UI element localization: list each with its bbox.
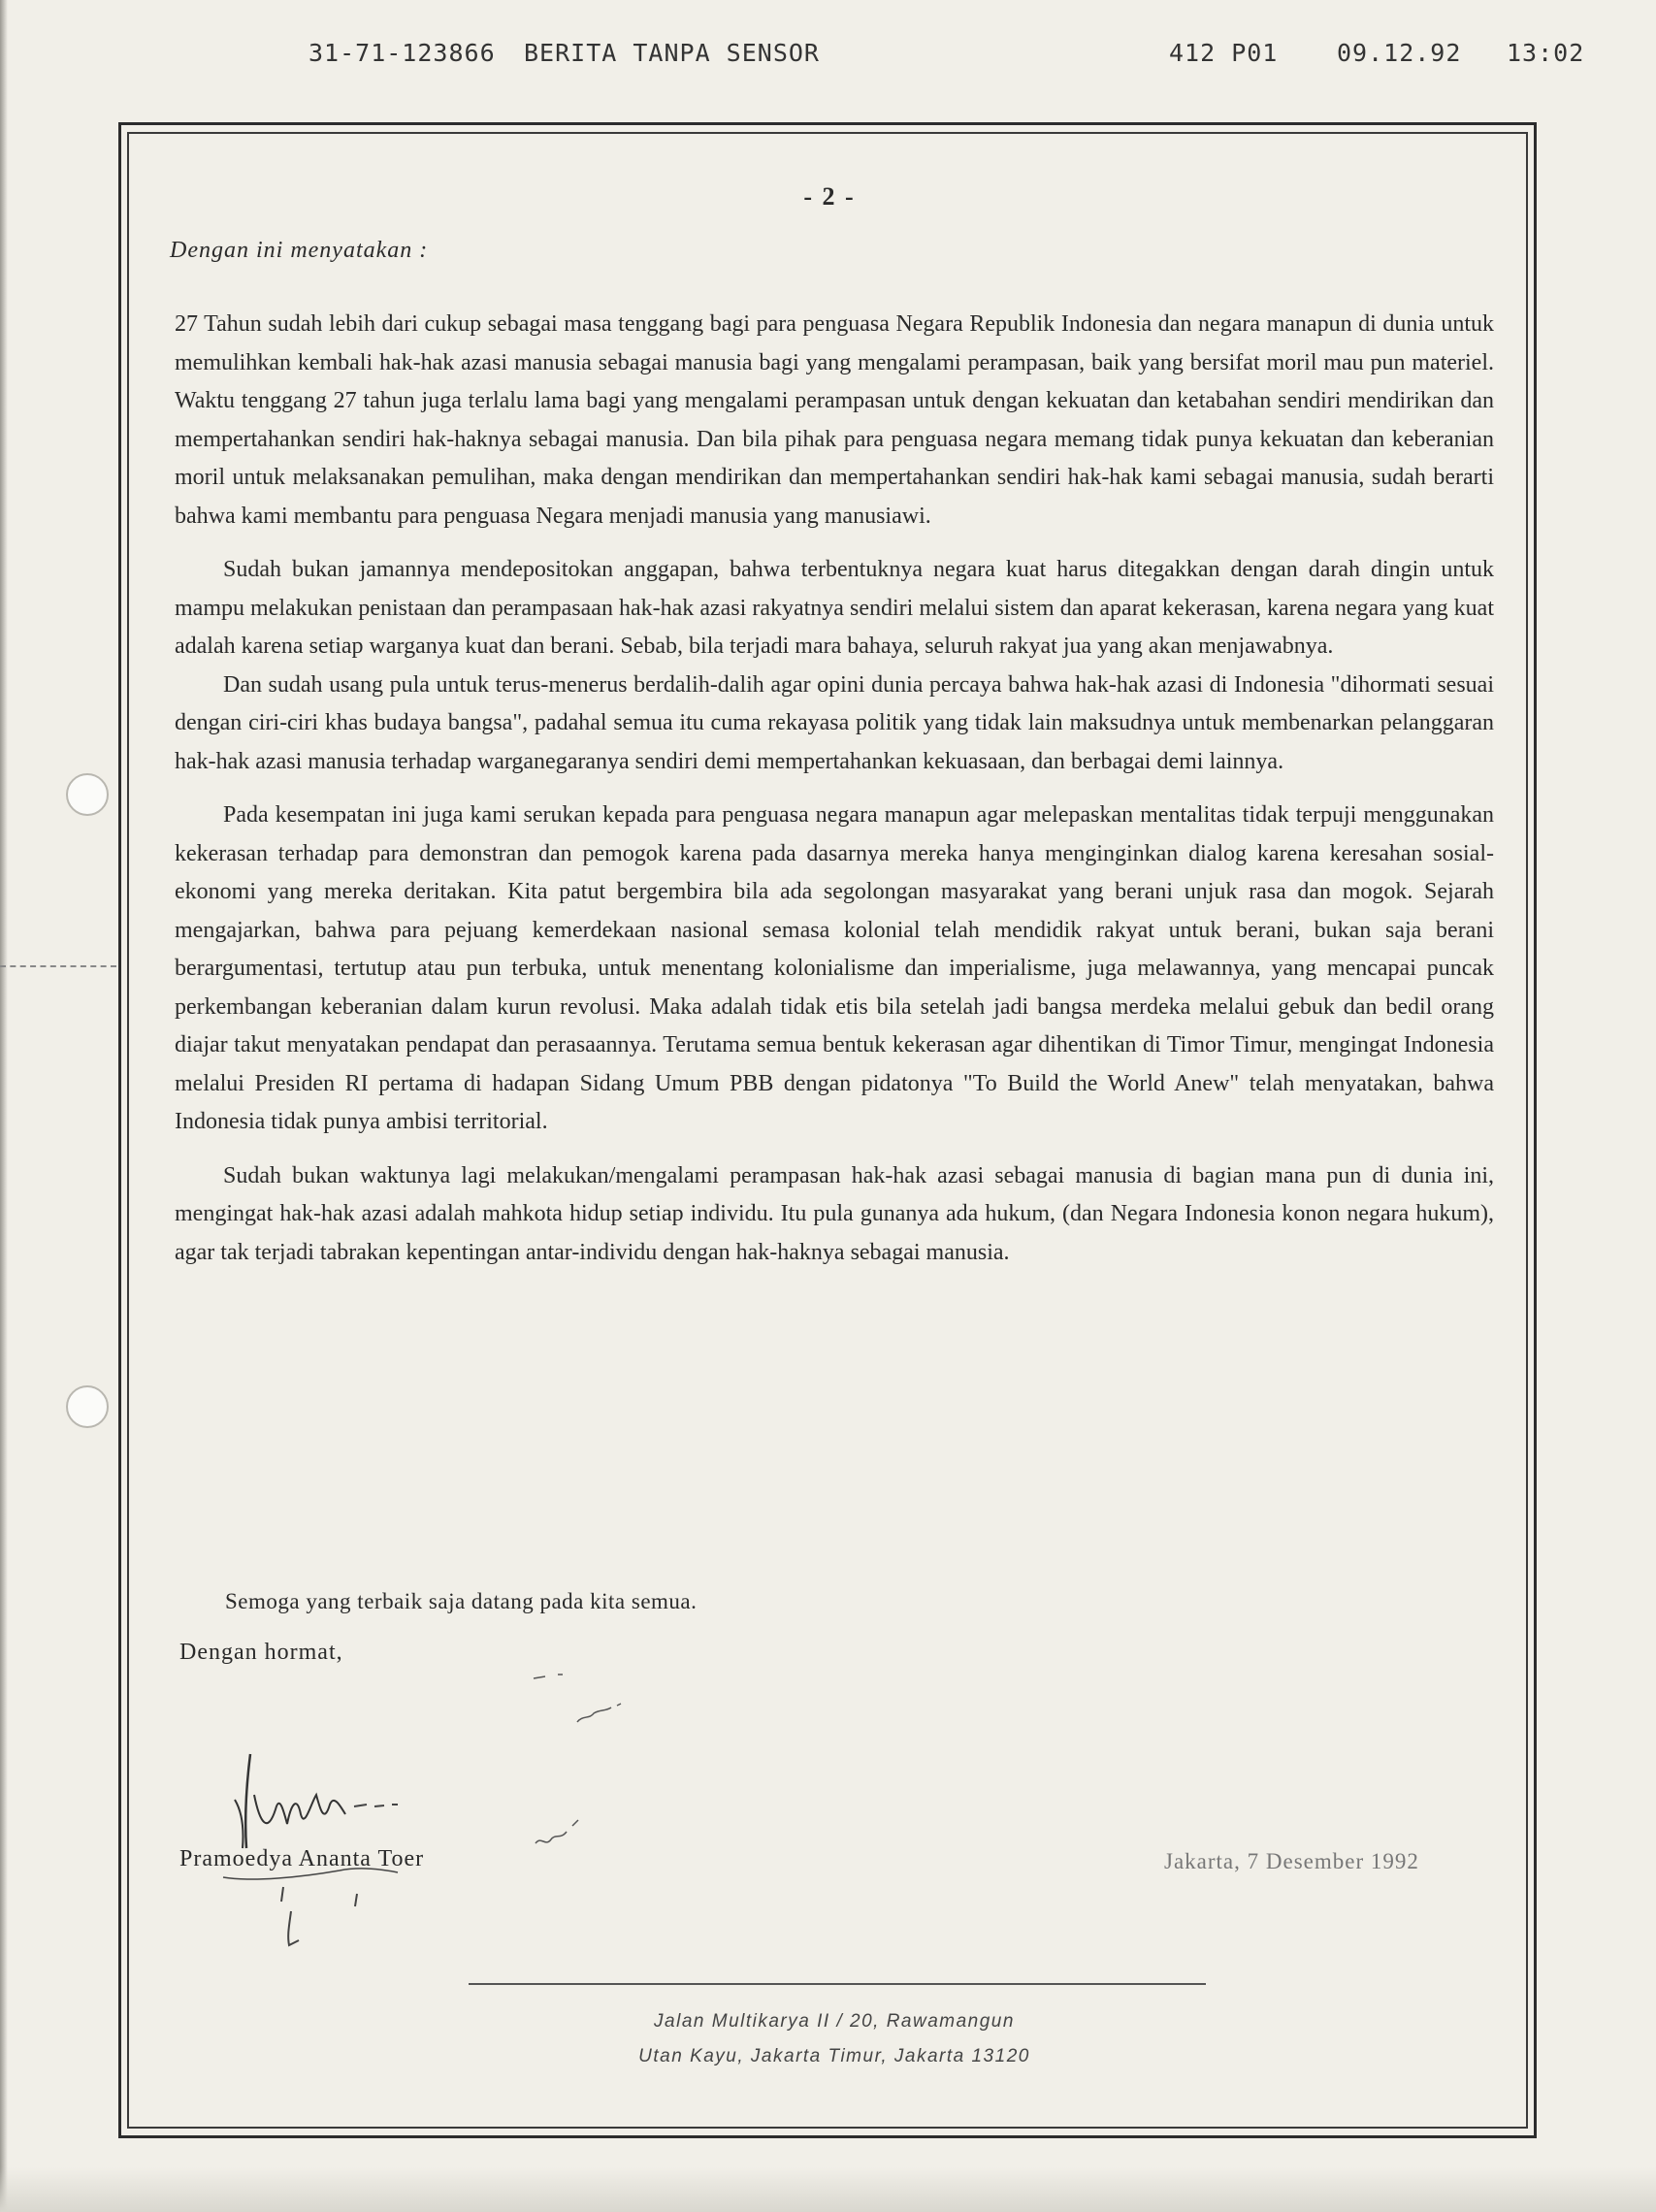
- closing-salutation: Dengan hormat,: [179, 1640, 343, 1665]
- fax-date: 09.12.92: [1337, 39, 1462, 67]
- address-line-2: Utan Kayu, Jakarta Timur, Jakarta 13120: [638, 2046, 1030, 2066]
- closing-wish: Semoga yang terbaik saja datang pada kita semua.: [225, 1589, 698, 1613]
- fax-header: [0, 39, 1656, 78]
- salutation: Dengan ini menyatakan :: [170, 238, 429, 263]
- author-name: Pramoedya Ananta Toer: [179, 1846, 425, 1871]
- address-line-1: Jalan Multikarya II / 20, Rawamangun: [654, 2011, 1015, 2032]
- fax-number: 31-71-123866: [308, 39, 496, 67]
- punch-hole-top: [66, 773, 109, 816]
- footer-divider: [469, 1983, 1206, 1985]
- scan-bottom-edge: [0, 2167, 1656, 2212]
- handwritten-signature: [194, 1640, 660, 1969]
- scan-left-edge: [0, 0, 8, 2212]
- paragraph-1: 27 Tahun sudah lebih dari cukup sebagai masa tenggang bagi para penguasa Negara Republik Indonesia dan negara manapun di dunia untuk memulihkan kembali hak-hak azasi manusia sebagai manusia bagi yang mengalami perampasan, baik yang bersifat moril mau pun materiel. Waktu tenggang 27 tahun juga terlalu lama bagi yang mengalami perampasan untuk dengan kekuatan dan ketabahan sendiri mendirikan dan mempertahankan sendiri hak-haknya sebagai manusia. Dan bila pihak para penguasa negara memang tidak punya kekuatan dan keberanian moril untuk melaksanakan pemulihan, maka dengan mendirikan dan mempertahankan sendiri hak-hak kami sebagai manusia, sudah berarti bahwa kami membantu para penguasa Negara menjadi manusia yang manusiawi.: [175, 311, 1494, 529]
- fold-mark: [0, 965, 116, 967]
- fax-page: 412 P01: [1169, 39, 1279, 67]
- paragraph-3: Dan sudah usang pula untuk terus-menerus berdalih-dalih agar opini dunia percaya bahwa hak-hak azasi di Indonesia "dihormati sesuai dengan ciri-ciri khas budaya bangsa", padahal semua itu cuma rekayasa politik yang tidak lain maksudnya untuk membenarkan pelanggaran hak-hak azasi manusia terhadap warganegaranya sendiri demi mempertahankan kekuasaan, dan berbagai demi lainnya.: [175, 671, 1494, 774]
- fax-sender: BERITA TANPA SENSOR: [524, 39, 820, 67]
- paragraph-2: Sudah bukan jamannya mendepositokan anggapan, bahwa terbentuknya negara kuat harus ditegakkan dengan darah dingin untuk mampu melakukan penistaan dan perampasaan hak-hak azasi rakyatnya sendiri melalui sistem dan aparat kekerasan, karena negara yang kuat adalah karena setiap warganya kuat dan berani. Sebab, bila terjadi mara bahaya, seluruh rakyat jua yang akan menjawabnya.: [175, 557, 1494, 659]
- paragraph-5: Sudah bukan waktunya lagi melakukan/mengalami perampasan hak-hak azasi sebagai manusia di bagian mana pun di dunia ini, mengingat hak-hak azasi adalah mahkota hidup setiap individu. Itu pula gunanya ada hukum, (dan Negara Indonesia konon negara hukum), agar tak terjadi tabrakan kepentingan antar-individu dengan hak-haknya sebagai manusia.: [175, 1162, 1494, 1265]
- fax-time: 13:02: [1507, 39, 1585, 67]
- punch-hole-bottom: [66, 1385, 109, 1428]
- letter-body: [175, 306, 1494, 1287]
- place-and-date: Jakarta, 7 Desember 1992: [1164, 1849, 1419, 1873]
- page-number: - 2 -: [803, 182, 856, 211]
- footer-address: [524, 2004, 1145, 2074]
- paragraph-4: Pada kesempatan ini juga kami serukan kepada para penguasa negara manapun agar melepaskan mentalitas tidak terpuji menggunakan kekerasan terhadap para demonstran dan pemogok karena pada dasarnya mereka hanya menginginkan dialog karena keresahan sosial-ekonomi yang mereka deritakan. Kita patut bergembira bila ada segolongan masyarakat yang berani unjuk rasa dan mogok. Sejarah mengajarkan, bahwa para pejuang kemerdekaan nasional semasa kolonial telah mendidik rakyat untuk berani, bukan saja berani berargumentasi, tertutup atau pun terbuka, untuk menentang kolonialisme dan imperialisme, juga melawannya, yang mencapai puncak perkembangan keberanian dalam kurun revolusi. Maka adalah tidak etis bila setelah jadi bangsa merdeka melalui gebuk dan bedil orang diajar takut menyatakan pendapat dan perasaannya. Terutama semua bentuk kekerasan agar dihentikan di Timor Timur, mengingat Indonesia melalui Presiden RI pertama di hadapan Sidang Umum PBB dengan pidatonya "To Build the World Anew" telah menyatakan, bahwa Indonesia tidak punya ambisi territorial.: [175, 802, 1494, 1134]
